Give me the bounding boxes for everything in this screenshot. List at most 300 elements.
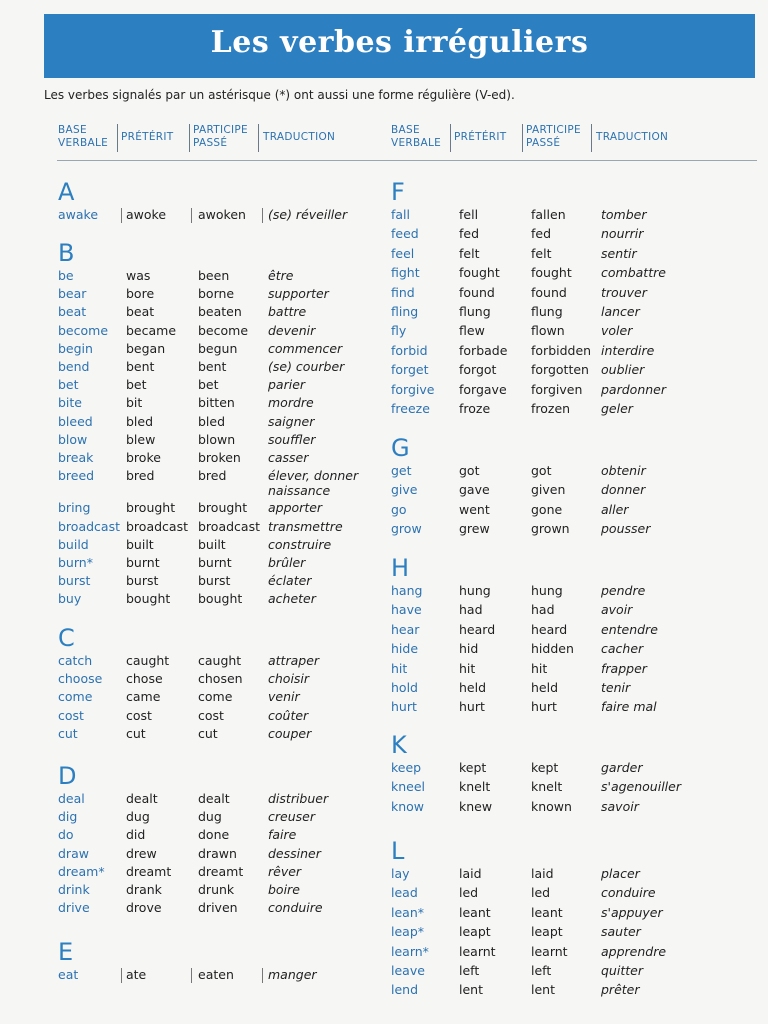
section-letter-d: D <box>58 762 77 790</box>
preterit-form: dreamt <box>126 863 172 879</box>
translation: entendre <box>601 621 658 637</box>
translation: donner <box>601 482 646 498</box>
preterit-form: laid <box>459 866 482 881</box>
preterit-form: forgave <box>459 381 507 397</box>
translation: (se) courber <box>268 359 345 374</box>
participle-form: given <box>531 482 566 498</box>
verb-row <box>0 362 768 380</box>
preterit-form: hid <box>459 641 479 657</box>
base-form: awake <box>58 207 99 222</box>
participle-form: bred <box>198 468 227 484</box>
preterit-form: was <box>126 268 151 283</box>
preterit-form: forbade <box>459 342 508 358</box>
translation: quitter <box>601 963 643 978</box>
participle-form: hung <box>531 583 563 598</box>
verb-row <box>0 827 768 845</box>
translation: être <box>268 268 294 283</box>
participle-form: forgiven <box>531 381 583 397</box>
preterit-form: hit <box>459 660 476 676</box>
participle-form: burst <box>198 573 231 589</box>
base-form: leap* <box>391 924 425 940</box>
base-form: fall <box>391 207 411 222</box>
preterit-form: held <box>459 680 487 695</box>
preterit-form: flew <box>459 323 485 339</box>
base-form: lend <box>391 982 419 998</box>
base-form: bite <box>58 395 82 411</box>
verb-row <box>0 799 768 817</box>
translation: obtenir <box>601 463 646 478</box>
preterit-form: kept <box>459 760 487 775</box>
participle-form: caught <box>198 653 242 668</box>
base-form: forgive <box>391 381 435 397</box>
header-base-left <box>58 124 108 150</box>
participle-form: fought <box>531 265 572 281</box>
verb-row <box>0 518 768 539</box>
participle-form: beaten <box>198 304 242 320</box>
translation: manger <box>268 967 317 982</box>
translation: geler <box>601 401 633 416</box>
header-participe-line1: PARTICIPE <box>193 124 248 136</box>
translation: apporter <box>268 500 323 516</box>
participle-form: burnt <box>198 555 232 570</box>
translation: pendre <box>601 583 646 598</box>
header-base-line1: BASE <box>58 124 87 136</box>
translation: conduire <box>268 900 323 916</box>
participle-form: kept <box>531 760 559 775</box>
base-form: deal <box>58 791 85 806</box>
participle-form: driven <box>198 900 238 916</box>
base-form: learn* <box>391 943 429 959</box>
base-form: hang <box>391 583 423 598</box>
preterit-form: forgot <box>459 362 497 378</box>
translation: venir <box>268 689 300 705</box>
preterit-form: chose <box>126 671 163 687</box>
verb-row <box>0 382 768 400</box>
verb-row <box>0 602 768 620</box>
participle-form: fallen <box>531 207 566 222</box>
translation: nourrir <box>601 226 644 242</box>
base-form: cost <box>58 707 84 723</box>
header-base-right <box>391 124 441 150</box>
base-form: beat <box>58 304 87 320</box>
participle-form: dealt <box>198 791 230 806</box>
section-letter-g: G <box>391 434 410 462</box>
participle-form: bitten <box>198 395 235 411</box>
base-form: catch <box>58 653 93 668</box>
translation: casser <box>268 450 309 465</box>
note-text: Les verbes signalés par un astérisque (*) ont aussi une forme régulière (V-ed). <box>44 88 515 102</box>
preterit-form: burst <box>126 573 159 589</box>
translation: interdire <box>601 342 655 358</box>
verb-row <box>0 699 768 717</box>
translation: distribuer <box>268 791 329 806</box>
preterit-form: knew <box>459 798 493 814</box>
base-form: hurt <box>391 699 417 715</box>
translation: souffler <box>268 431 316 447</box>
translation: sauter <box>601 924 641 940</box>
translation: construire <box>268 536 332 552</box>
participle-form: had <box>531 602 555 618</box>
base-form: forget <box>391 362 429 378</box>
base-form: fling <box>391 304 419 319</box>
participle-form: hit <box>531 660 548 676</box>
header-base-line1: BASE <box>391 124 420 136</box>
participle-form: laid <box>531 866 554 881</box>
verb-row <box>0 863 768 884</box>
verb-row <box>0 680 768 698</box>
verb-row <box>0 226 768 244</box>
translation: creuser <box>268 809 315 825</box>
page-title: Les verbes irréguliers <box>210 25 589 60</box>
participle-form: bought <box>198 591 243 607</box>
preterit-form: fell <box>459 207 479 222</box>
section-letter-a: A <box>58 178 75 206</box>
base-form: hit <box>391 660 408 676</box>
translation: devenir <box>268 322 316 338</box>
verb-row <box>0 502 768 520</box>
verb-row <box>0 924 768 942</box>
preterit-form: felt <box>459 245 480 261</box>
base-form: burst <box>58 573 91 589</box>
preterit-form: came <box>126 689 161 705</box>
translation: dessiner <box>268 845 321 861</box>
participle-form: bled <box>198 413 226 429</box>
base-form: kneel <box>391 779 426 795</box>
participle-form: broadcast <box>198 518 260 534</box>
preterit-form: burnt <box>126 555 160 570</box>
participle-form: frozen <box>531 401 571 416</box>
preterit-form: gave <box>459 482 490 498</box>
translation: tenir <box>601 680 631 695</box>
header-base-line2: VERBALE <box>391 137 442 149</box>
participle-form: lent <box>531 982 555 998</box>
base-form: fly <box>391 323 407 339</box>
base-form: come <box>58 689 93 705</box>
base-form: find <box>391 284 415 300</box>
participle-form: broken <box>198 450 241 465</box>
base-form: dig <box>58 809 78 825</box>
verb-row <box>0 265 768 283</box>
translation: mordre <box>268 395 314 411</box>
base-form: broadcast <box>58 518 120 534</box>
base-form: cut <box>58 725 78 741</box>
base-form: bear <box>58 286 87 302</box>
preterit-form: ate <box>126 967 147 982</box>
preterit-form: bit <box>126 395 143 411</box>
verb-row <box>0 963 768 981</box>
preterit-form: learnt <box>459 943 496 959</box>
verb-row <box>0 432 768 450</box>
base-form: have <box>391 602 422 618</box>
participle-form: built <box>198 536 226 552</box>
base-form: hide <box>391 641 419 657</box>
verb-row <box>0 905 768 923</box>
translation: saigner <box>268 413 315 429</box>
translation: pousser <box>601 521 651 537</box>
participle-form: forgotten <box>531 362 589 378</box>
participle-form: knelt <box>531 779 563 795</box>
preterit-form: beat <box>126 304 155 320</box>
translation: s'appuyer <box>601 904 663 920</box>
translation: tomber <box>601 207 647 222</box>
translation: supporter <box>268 286 329 302</box>
participle-form: heard <box>531 621 568 637</box>
participle-form: dug <box>198 809 222 825</box>
base-form: lead <box>391 885 418 901</box>
participle-form: led <box>531 885 551 901</box>
participle-form: fed <box>531 226 552 242</box>
base-form: get <box>391 463 412 478</box>
translation: apprendre <box>601 943 667 959</box>
translation: éclater <box>268 573 312 589</box>
translation: acheter <box>268 591 316 607</box>
verb-row <box>0 583 768 601</box>
translation: (se) réveiller <box>268 207 348 222</box>
participle-form: found <box>531 284 567 300</box>
header-traduction-left: TRADUCTION <box>263 131 336 143</box>
preterit-form: fought <box>459 265 500 281</box>
translation: garder <box>601 760 643 775</box>
preterit-form: grew <box>459 521 490 537</box>
section-letter-l: L <box>391 837 405 865</box>
preterit-form: became <box>126 322 177 338</box>
translation: placer <box>601 866 640 881</box>
translation: combattre <box>601 265 666 281</box>
verb-row <box>0 885 768 903</box>
preterit-form: bent <box>126 359 155 374</box>
base-form: bleed <box>58 413 93 429</box>
base-form: go <box>391 501 407 517</box>
header-traduction-right: TRADUCTION <box>596 131 669 143</box>
participle-form: blown <box>198 431 236 447</box>
verb-row <box>0 555 768 573</box>
preterit-form: knelt <box>459 779 491 795</box>
translation-continued: naissance <box>268 483 331 499</box>
preterit-form: blew <box>126 431 156 447</box>
participle-form: bet <box>198 377 219 393</box>
preterit-form: bled <box>126 413 154 429</box>
verb-row <box>0 760 768 778</box>
section-letter-k: K <box>391 731 407 759</box>
participle-form: known <box>531 798 572 814</box>
base-form: keep <box>391 760 422 775</box>
preterit-form: drank <box>126 882 162 897</box>
section-letter-c: C <box>58 624 75 652</box>
header-preterit-right: PRÉTÉRIT <box>454 131 507 143</box>
translation: élever, donner <box>268 468 359 484</box>
base-form: freeze <box>391 401 430 416</box>
translation: coûter <box>268 707 309 723</box>
translation: transmettre <box>268 518 343 534</box>
base-form: bet <box>58 377 79 393</box>
translation: prêter <box>601 982 640 998</box>
translation: commencer <box>268 340 343 356</box>
participle-form: flown <box>531 323 565 339</box>
translation: parier <box>268 377 306 393</box>
translation: frapper <box>601 660 647 676</box>
participle-form: awoken <box>198 207 246 222</box>
preterit-form: froze <box>459 401 491 416</box>
preterit-form: broke <box>126 450 161 465</box>
translation: oublier <box>601 362 645 378</box>
base-form: hear <box>391 621 420 637</box>
header-divider <box>522 124 523 152</box>
verb-row <box>0 726 768 744</box>
base-form: bring <box>58 500 91 516</box>
base-form: grow <box>391 521 422 537</box>
section-letter-h: H <box>391 554 410 582</box>
translation: conduire <box>601 885 656 901</box>
participle-form: leant <box>531 904 563 920</box>
verb-row <box>0 944 768 962</box>
translation: battre <box>268 304 307 320</box>
header-divider <box>117 124 118 152</box>
participle-form: brought <box>198 500 248 516</box>
verb-row <box>0 323 768 341</box>
participle-form: become <box>198 322 249 338</box>
participle-form: hidden <box>531 641 574 657</box>
header-participe-line2: PASSÉ <box>193 137 228 149</box>
preterit-form: drew <box>126 845 157 861</box>
preterit-form: began <box>126 340 166 356</box>
translation: trouver <box>601 284 647 300</box>
verb-row <box>0 246 768 264</box>
preterit-form: drove <box>126 900 162 916</box>
participle-form: been <box>198 268 230 283</box>
preterit-form: bet <box>126 377 147 393</box>
base-form: break <box>58 450 94 465</box>
preterit-form: cost <box>126 707 152 723</box>
preterit-form: built <box>126 536 154 552</box>
translation: pardonner <box>601 381 666 397</box>
base-form: fight <box>391 265 420 281</box>
verb-row <box>0 982 768 1000</box>
base-form: begin <box>58 340 93 356</box>
base-form: burn* <box>58 555 93 570</box>
base-form: build <box>58 536 89 552</box>
verb-row <box>0 401 768 419</box>
translation: aller <box>601 501 629 517</box>
verb-row <box>0 285 768 303</box>
base-form: drive <box>58 900 90 916</box>
participle-form: dreamt <box>198 863 244 879</box>
base-form: give <box>391 482 418 498</box>
participle-form: gone <box>531 501 563 517</box>
participle-form: learnt <box>531 943 568 959</box>
preterit-form: found <box>459 284 495 300</box>
translation: faire mal <box>601 699 657 715</box>
header-participe-right <box>526 124 581 150</box>
section-letter-e: E <box>58 938 74 966</box>
verb-row <box>0 304 768 322</box>
preterit-form: heard <box>459 621 496 637</box>
participle-form: forbidden <box>531 342 592 358</box>
participle-form: begun <box>198 340 238 356</box>
header-divider <box>450 124 451 152</box>
participle-form: leapt <box>531 924 563 940</box>
preterit-form: led <box>459 885 479 901</box>
preterit-form: hung <box>459 583 491 598</box>
translation: cacher <box>601 641 644 657</box>
title-banner <box>44 14 755 78</box>
verb-row <box>0 207 768 225</box>
translation: boire <box>268 882 300 897</box>
base-form: know <box>391 798 425 814</box>
base-form: forbid <box>391 342 428 358</box>
preterit-form: dealt <box>126 791 158 806</box>
preterit-form: broadcast <box>126 518 188 534</box>
translation: brûler <box>268 555 306 570</box>
preterit-form: hurt <box>459 699 485 715</box>
base-form: lay <box>391 866 410 881</box>
verb-row <box>0 622 768 640</box>
translation: rêver <box>268 863 302 879</box>
base-form: feel <box>391 245 415 261</box>
header-divider <box>258 124 259 152</box>
translation: attraper <box>268 653 320 668</box>
preterit-form: cut <box>126 725 146 741</box>
preterit-form: dug <box>126 809 150 825</box>
header-divider <box>189 124 190 152</box>
preterit-form: brought <box>126 500 176 516</box>
participle-form: eaten <box>198 967 234 982</box>
header-participe-left <box>193 124 248 150</box>
base-form: eat <box>58 967 79 982</box>
preterit-form: bred <box>126 468 155 484</box>
translation: sentir <box>601 245 637 261</box>
preterit-form: leant <box>459 904 491 920</box>
participle-form: grown <box>531 521 570 537</box>
preterit-form: awoke <box>126 207 167 222</box>
participle-form: drawn <box>198 845 237 861</box>
base-form: lean* <box>391 904 424 920</box>
base-form: bend <box>58 359 90 374</box>
base-form: dream* <box>58 863 105 879</box>
participle-form: cost <box>198 707 224 723</box>
header-participe-line2: PASSÉ <box>526 137 561 149</box>
header-preterit-left: PRÉTÉRIT <box>121 131 174 143</box>
section-letter-f: F <box>391 178 405 206</box>
preterit-form: got <box>459 463 480 478</box>
header-base-line2: VERBALE <box>58 137 109 149</box>
base-form: be <box>58 268 74 283</box>
translation: s'agenouiller <box>601 779 681 795</box>
participle-form: left <box>531 963 552 978</box>
base-form: buy <box>58 591 82 607</box>
translation: avoir <box>601 602 633 618</box>
translation: choisir <box>268 671 310 687</box>
verb-row <box>0 661 768 679</box>
preterit-form: flung <box>459 304 491 319</box>
base-form: do <box>58 827 74 843</box>
base-form: leave <box>391 963 425 978</box>
preterit-form: had <box>459 602 483 618</box>
preterit-form: bore <box>126 286 155 302</box>
verb-row <box>0 779 768 797</box>
participle-form: come <box>198 689 233 705</box>
base-form: blow <box>58 431 88 447</box>
base-form: hold <box>391 680 418 695</box>
base-form: become <box>58 322 109 338</box>
base-form: breed <box>58 468 95 484</box>
verb-row <box>0 846 768 864</box>
translation: couper <box>268 725 312 741</box>
translation: lancer <box>601 304 640 319</box>
header-divider <box>591 124 592 152</box>
base-form: feed <box>391 226 419 242</box>
preterit-form: lent <box>459 982 483 998</box>
participle-form: cut <box>198 725 218 741</box>
